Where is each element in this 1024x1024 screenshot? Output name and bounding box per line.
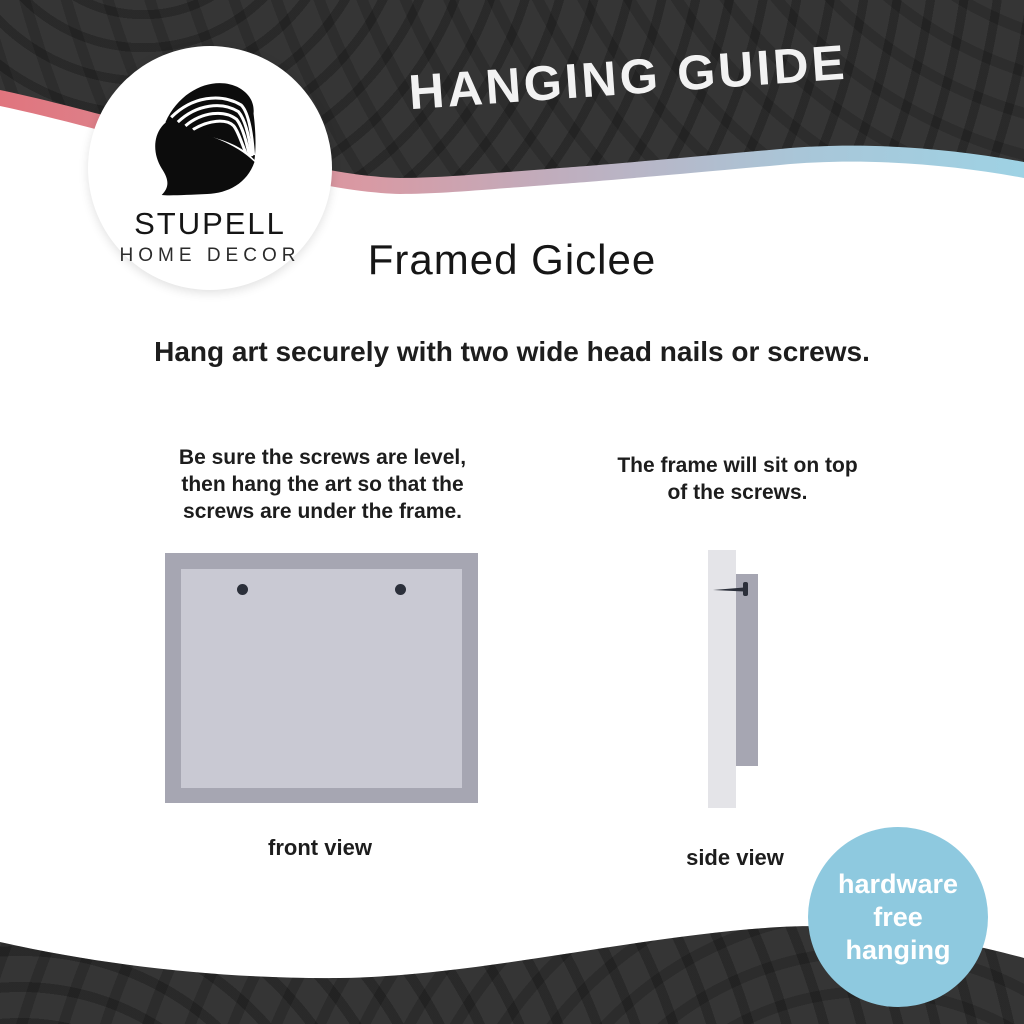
hardware-free-badge: hardware free hanging <box>808 827 988 1007</box>
front-view-label: front view <box>268 835 372 860</box>
page-title: HANGING GUIDE <box>407 35 849 121</box>
stupell-logo-icon <box>135 70 285 212</box>
screw-dot-left <box>237 584 248 595</box>
brand-logo-circle <box>88 46 332 290</box>
frame-artwork-area <box>181 569 462 788</box>
side-view-note: The frame will sit on top of the screws. <box>617 454 858 504</box>
screw-dot-right <box>395 584 406 595</box>
frame-side-bar <box>736 574 758 766</box>
side-view-diagram <box>705 548 767 810</box>
product-type-title: Framed Giclee <box>367 236 657 283</box>
brand-tagline: HOME DECOR <box>119 245 301 266</box>
front-view-note: Be sure the screws are level, then hang the art so that the screws are under the frame. <box>178 446 467 523</box>
brand-name: STUPELL <box>134 206 286 241</box>
front-view-diagram <box>165 553 478 803</box>
instruction-text: Hang art securely with two wide head nails or screws. <box>154 336 870 367</box>
side-view-label: side view <box>686 845 784 870</box>
nail-icon <box>713 581 753 597</box>
